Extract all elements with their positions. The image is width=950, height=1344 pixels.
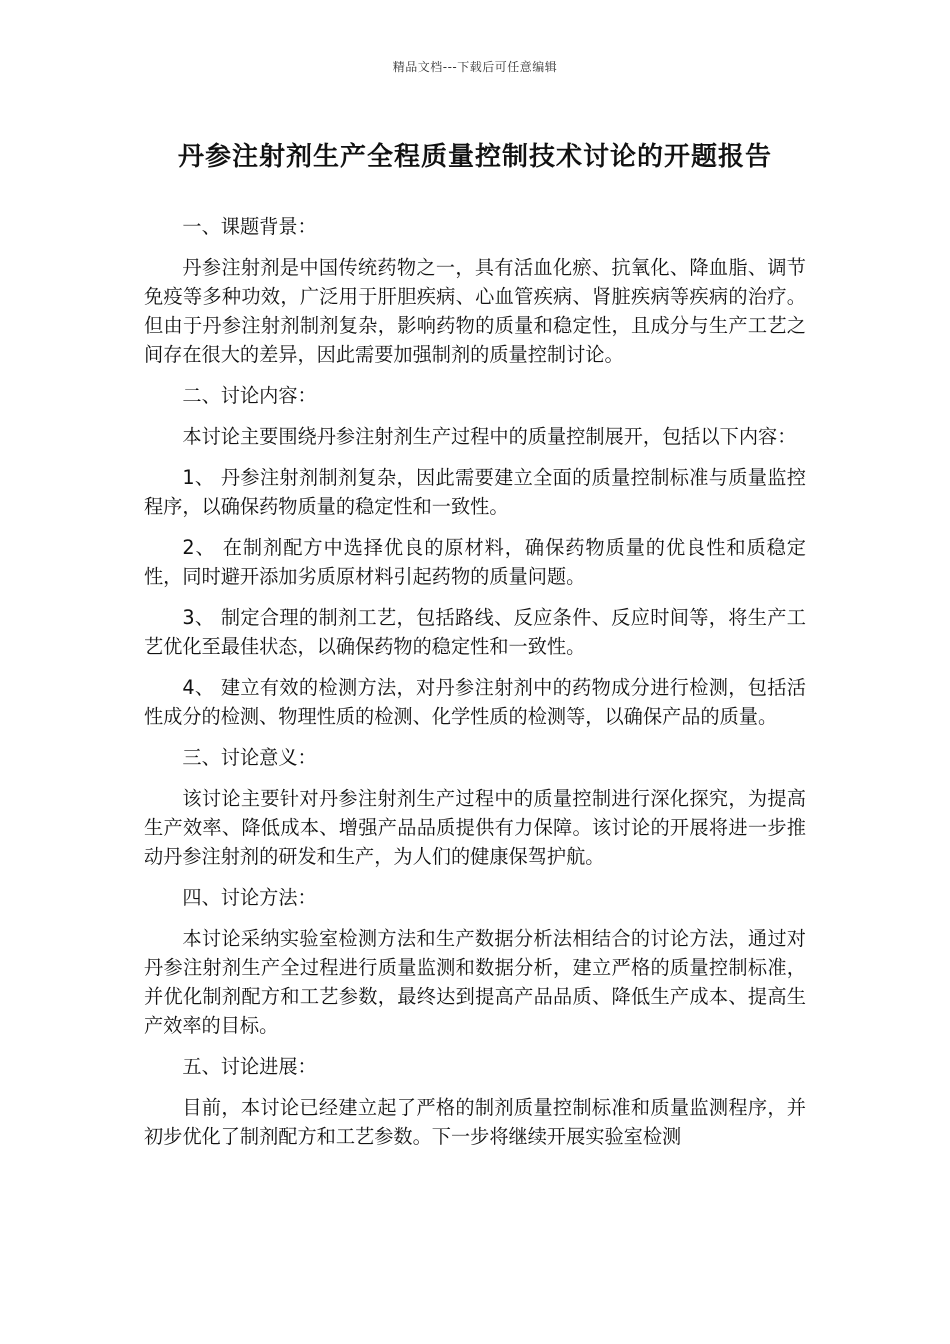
section-heading-significance: 三、讨论意义： (182, 746, 317, 769)
section-heading-content: 二、讨论内容： (182, 384, 317, 407)
section-heading-method: 四、讨论方法： (182, 886, 317, 909)
page-header-note: 精品文档---下载后可任意编辑 (392, 60, 558, 74)
section-heading-background: 一、课题背景： (182, 215, 317, 238)
paragraph-background: 丹参注射剂是中国传统药物之一，具有活血化瘀、抗氧化、降血脂、调节免疫等多种功效，广泛用于肝胆疾病、心血管疾病、肾脏疾病等疾病的治疗。但由于丹参注射剂制剂复杂，影响药物的质量和稳定性，且成分与生产工艺之间存在很大的差异，因此需要加强制剂的质量控制讨论。 (144, 256, 806, 366)
paragraph-significance: 该讨论主要针对丹参注射剂生产过程中的质量控制进行深化探究，为提高生产效率、降低成本、增强产品品质提供有力保障。该讨论的开展将进一步推动丹参注射剂的研发和生产，为人们的健康保驾护航。 (144, 787, 806, 868)
document-title: 丹参注射剂生产全程质量控制技术讨论的开题报告 (177, 142, 772, 172)
list-item-4: 4、 建立有效的检测方法，对丹参注射剂中的药物成分进行检测，包括活性成分的检测、物理性质的检测、化学性质的检测等，以确保产品的质量。 (144, 676, 806, 728)
document-body (144, 212, 806, 1163)
list-item-1: 1、 丹参注射剂制剂复杂，因此需要建立全面的质量控制标准与质量监控程序，以确保药物质量的稳定性和一致性。 (144, 466, 806, 518)
paragraph-content-intro: 本讨论主要围绕丹参注射剂生产过程中的质量控制展开，包括以下内容： (182, 425, 797, 448)
paragraph-progress: 目前，本讨论已经建立起了严格的制剂质量控制标准和质量监测程序，并初步优化了制剂配方和工艺参数。下一步将继续开展实验室检测 (144, 1096, 806, 1148)
section-heading-progress: 五、讨论进展： (182, 1055, 317, 1078)
list-item-3: 3、 制定合理的制剂工艺，包括路线、反应条件、反应时间等，将生产工艺优化至最佳状态，以确保药物的稳定性和一致性。 (144, 606, 806, 658)
paragraph-method: 本讨论采纳实验室检测方法和生产数据分析法相结合的讨论方法，通过对丹参注射剂生产全过程进行质量监测和数据分析，建立严格的质量控制标准，并优化制剂配方和工艺参数，最终达到提高产品品质、降低生产成本、提高生产效率的目标。 (144, 927, 806, 1037)
list-item-2: 2、 在制剂配方中选择优良的原材料，确保药物质量的优良性和质稳定性，同时避开添加劣质原材料引起药物的质量问题。 (144, 536, 806, 588)
